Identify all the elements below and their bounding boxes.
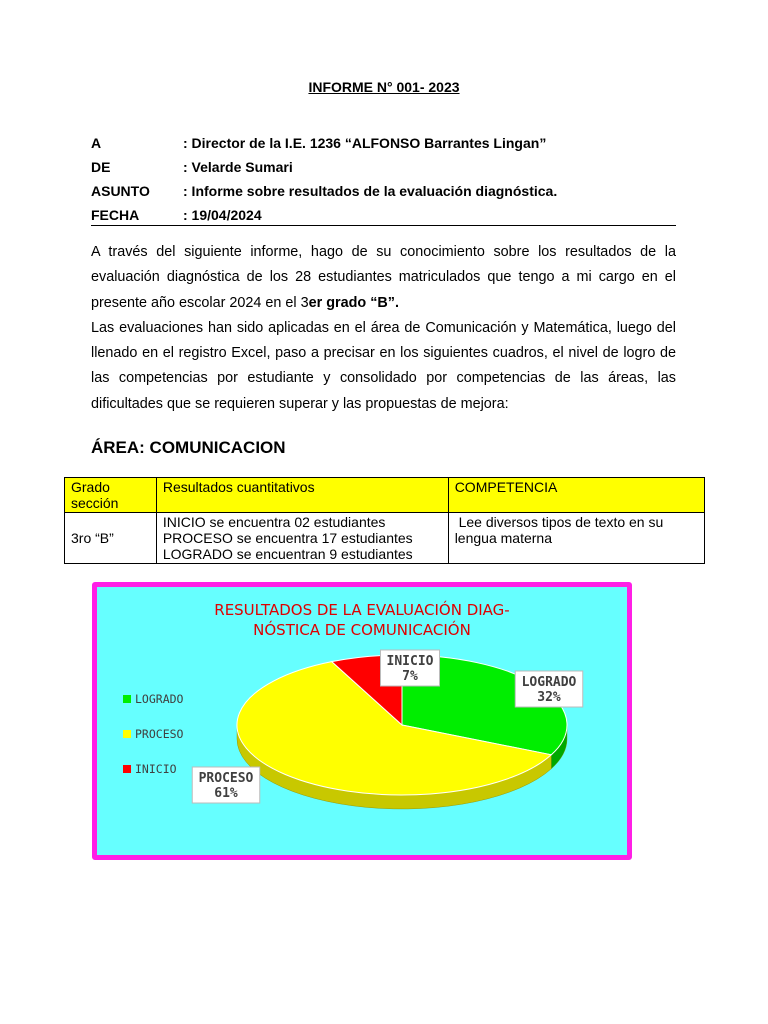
- table-header-cell: Resultados cuantitativos: [156, 478, 448, 513]
- legend-swatch-proceso: [123, 730, 131, 738]
- pie-chart-canvas: [97, 587, 627, 855]
- result-line: INICIO se encuentra 02 estudiantes: [162, 514, 386, 530]
- area-title: ÁREA: COMUNICACION: [91, 438, 286, 457]
- intro-grade: er grado “B”.: [308, 294, 399, 311]
- table-header-cell: Grado sección: [65, 478, 157, 513]
- intro-text: A través del siguiente informe, hago de su conocimiento sobre los resultados de la evaluación diagnóstica de los 28 estudiantes matriculados que tengo a mi cargo en el presente año escolar 2024 en el 3: [91, 244, 676, 311]
- table-header-cell: COMPETENCIA: [448, 478, 704, 513]
- method-paragraph: Las evaluaciones han sido aplicadas en el área de Comunicación y Matemática, luego del llenado en el registro Excel, paso a precisar en los siguientes cuadros, el nivel de logro de las competencias por estudiante y consolidado por competencias de las áreas, las dificultades que se requieren superar y las propuestas de mejora:: [91, 319, 676, 412]
- header-row-to: [91, 135, 546, 151]
- chart-title-line2: NÓSTICA DE COMUNICACIÓN: [253, 621, 471, 639]
- chart-title-line1: RESULTADOS DE LA EVALUACIÓN DIAG-: [214, 601, 510, 619]
- data-label-category: INICIO: [386, 654, 434, 669]
- competency-cell: Lee diversos tipos de texto en su lengua materna: [448, 513, 704, 564]
- results-table: [64, 477, 705, 564]
- header-key: ASUNTO: [91, 183, 150, 199]
- header-row-subject: [91, 183, 557, 199]
- pie-chart: [92, 582, 632, 860]
- result-line: PROCESO se encuentra 17 estudiantes: [162, 530, 413, 546]
- header-value: : Director de la I.E. 1236 “ALFONSO Barrantes Lingan”: [183, 135, 547, 151]
- grade-cell: 3ro “B”: [65, 513, 157, 564]
- data-label-percent: 61%: [214, 786, 238, 801]
- result-line: LOGRADO se encuentran 9 estudiantes: [162, 546, 413, 562]
- header-divider: [91, 225, 676, 226]
- legend-swatch-logrado: [123, 695, 131, 703]
- data-label-percent: 32%: [537, 690, 561, 705]
- header-key: A: [91, 135, 102, 151]
- data-label-category: LOGRADO: [521, 675, 577, 690]
- intro-paragraph: [91, 240, 676, 417]
- data-label-percent: 7%: [402, 669, 418, 684]
- table-row: [65, 513, 705, 564]
- legend-label-inicio: INICIO: [135, 762, 177, 776]
- legend-label-logrado: LOGRADO: [135, 692, 184, 706]
- results-cell: [156, 513, 448, 564]
- header-key: DE: [91, 159, 111, 175]
- header-row-from: [91, 159, 293, 175]
- legend-label-proceso: PROCESO: [135, 727, 184, 741]
- header-value: : 19/04/2024: [183, 207, 262, 223]
- table-header-row: [65, 478, 705, 513]
- chart-legend: [123, 692, 184, 776]
- header-key: FECHA: [91, 207, 140, 223]
- data-label-category: PROCESO: [198, 771, 254, 786]
- header-value: : Informe sobre resultados de la evaluación diagnóstica.: [183, 183, 558, 199]
- legend-swatch-inicio: [123, 765, 131, 773]
- report-title: INFORME N° 001- 2023: [308, 79, 460, 95]
- header-row-date: [91, 207, 262, 223]
- header-value: : Velarde Sumari: [183, 159, 293, 175]
